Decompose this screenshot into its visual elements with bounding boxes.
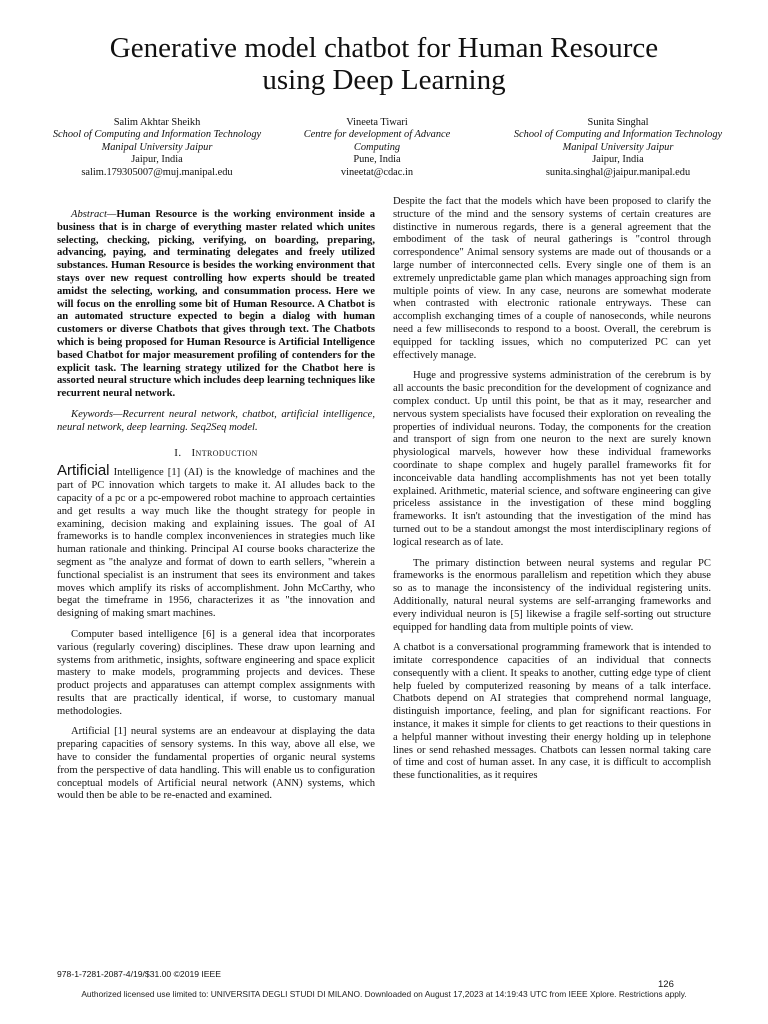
author-email: salim.179305007@muj.manipal.edu — [81, 166, 233, 178]
author-affiliation: School of Computing and Information Technology — [52, 129, 262, 141]
paragraph: Huge and progressive systems administration of the cerebrum is by all accounts the basic precondition for the development of cognizance and complex conduct. Up until this point, be that as it may, researcher and nervous system specialists have focused their exploration on revealing the properties of individual neurons. Today, the components for the creation and transport of sign from one neuron to the next are surely known physiological marvels, however how these individual frameworks coordinate to shape complex and hugely parallel frameworks fit for inconceivable data handling accomplishments has not yet been totally explained. Arithmetic, material science, and software engineering can give priceless assistance in the investigation of these mind boggling frameworks. It isn't astounding that the investigation of the mind has turned out to be a standout amongst the most interdisciplinary regions of logical research as of late. — [393, 370, 711, 548]
author-university: Manipal University Jaipur — [562, 141, 674, 153]
author-block — [0, 117, 768, 197]
paper-title — [40, 32, 728, 96]
section-title: Introduction — [191, 446, 258, 459]
paragraph: Despite the fact that the models which have been proposed to clarify the structure of the mind and the sensory systems of certain creatures are distinctive in numerous regards, there is a general agreement that the embodiment of the task of neural gatherings is "control through correspondence" Animal sensory systems are made out of thousands or a large number of interconnected cells. Every single one of them is an extremely unpredictable game plan which manages approaching sign from multiple points of view. In any case, neurons are somewhat moderate when contrasted with electronic rationale entryways. These can accomplish exchanging times of a couple of nanoseconds, while neurons need a few milliseconds to respond to a boost. Overall, the cerebrum is equipped for tackling issues, which no computerized PC can yet effectively manage. — [393, 196, 711, 361]
intro-text: Intelligence [1] (AI) is the knowledge of machines and the part of PC innovation which targets to make it. AI alludes back to the capacity of a pc or a pc-empowered robot machine to approach certainties and get results a way much like the thought strategy for people in examining, decision making and explaining issues. The goal of AI frameworks is to handle complex inconveniences in strategies much like human rationale and thinking. Principal AI course books characterize the segment as "the analyze and format of down to earth sellers, "wherein a functional specialist is an instrument that sees its environment and takes moves which amplify its risks of accomplishment. John McCarthy, who begat the timeframe in 1956, characterizes it as "the innovation and designing of making smart machines. — [57, 467, 375, 620]
paragraph: Artificial [1] neural systems are an endeavour at displaying the data preparing capacities of sensory systems. In this way, above all else, we have to consider the fundamental properties of organic neural systems from the perspective of data handling. This will enable us to configuration conceptual models of Artificial neural network (ANN) systems, which would then be able to be re-enacted and examined. — [57, 726, 375, 802]
section-heading — [57, 447, 375, 460]
abstract-label: Abstract— — [71, 209, 117, 220]
abstract — [57, 209, 375, 401]
isbn-footer: 978-1-7281-2087-4/19/$31.00 ©2019 IEEE — [57, 969, 222, 979]
right-column — [393, 196, 711, 791]
author-location: Jaipur, India — [592, 154, 644, 166]
author-university: Manipal University Jaipur — [101, 141, 213, 153]
author-affiliation: School of Computing and Information Technology — [513, 129, 723, 141]
section-number: I. — [174, 446, 182, 459]
license-notice: Authorized licensed use limited to: UNIVERSITA DEGLI STUDI DI MILANO. Downloaded on August 17,2023 at 14:19:43 UTC from IEEE Xplore. Restrictions apply. — [81, 989, 687, 999]
paragraph: Computer based intelligence [6] is a general idea that incorporates various (regularly covering) disciplines. These draw upon learning and systems from arithmetic, insights, software engineering and space explicit mastery to make models, programming projects and devices. These product projects and apparatuses can attempt complex assignments with results that are practically identical, if worse, to customary manual methodologies. — [57, 628, 375, 717]
author-name: Salim Akhtar Sheikh — [113, 117, 201, 128]
author-2 — [282, 117, 472, 179]
author-email: sunita.singhal@jaipur.manipal.edu — [545, 166, 691, 178]
author-name: Vineeta Tiwari — [346, 117, 408, 128]
author-email: vineetat@cdac.in — [340, 166, 414, 178]
abstract-text: Human Resource is the working environment inside a business that is in charge of everything master related which unites selecting, checking, picking, verifying, on boarding, preparing, advancing, paying, and terminating delegates and freely utilized substances. Human Resource is besides the working environment that stays over new request controlling how experts should be treated amidst the selecting, working, and consummation process. Here we will focus on the enrolling some bit of Human Resource. A Chatbot is an automated structure expected to begin a dialog with human customers or diverse Chatbots that gives through text. The Chatbots which is being proposed for Human Resource is Artificial Intelligence based Chatbot for major measurement profiling of contenders for the explicit task. The learning strategy utilized for the Chatbot here is assorted neural structure which includes deep learning techniques like recurrent neural network. — [57, 209, 375, 400]
intro-first-word: Artificial — [57, 462, 110, 480]
intro-paragraph — [57, 462, 375, 621]
author-1 — [52, 117, 262, 179]
author-affiliation: Centre for development of Advance Computing — [303, 129, 451, 153]
page-number: 126 — [658, 979, 674, 990]
title-line-1: Generative model chatbot for Human Resource — [109, 32, 659, 64]
author-3 — [512, 117, 724, 179]
keywords: Keywords—Recurrent neural network, chatbot, artificial intelligence, neural network, deep learning. Seq2Seq model. — [57, 408, 375, 433]
author-location: Jaipur, India — [131, 154, 183, 166]
paragraph: A chatbot is a conversational programming framework that is intended to imitate correspondence capacities of an individual that connects consequently with a client. It speaks to another, cutting edge type of client help fueled by computerized reasoning by means of a talk interface. Chatbots depend on AI strategies that comprehend normal language, distinguish importance, feeling, and plan for significant reactions. For instance, it makes it simple for clients to get reactions to their questions in a helpful manner without investing their energy holding up in telephone lines or send rehashed messages. Chatbots can lessen normal taking care of time and cost of human asset. In any case, it is difficult to accomplish these functionalities, as it requires — [393, 642, 711, 782]
title-line-2: using Deep Learning — [262, 64, 506, 96]
author-name: Sunita Singhal — [587, 117, 649, 128]
left-column — [57, 209, 375, 811]
author-location: Pune, India — [353, 154, 401, 166]
paragraph: The primary distinction between neural systems and regular PC frameworks is the enormous parallelism and repetition which they abuse so as to manage the inconsistency of the individual registering units. Additionally, natural neural systems are self-arranging frameworks and every individual neuron is [5] likewise a fragile self-sorting out structure equipped for handling data from multiple points of view. — [393, 557, 711, 633]
